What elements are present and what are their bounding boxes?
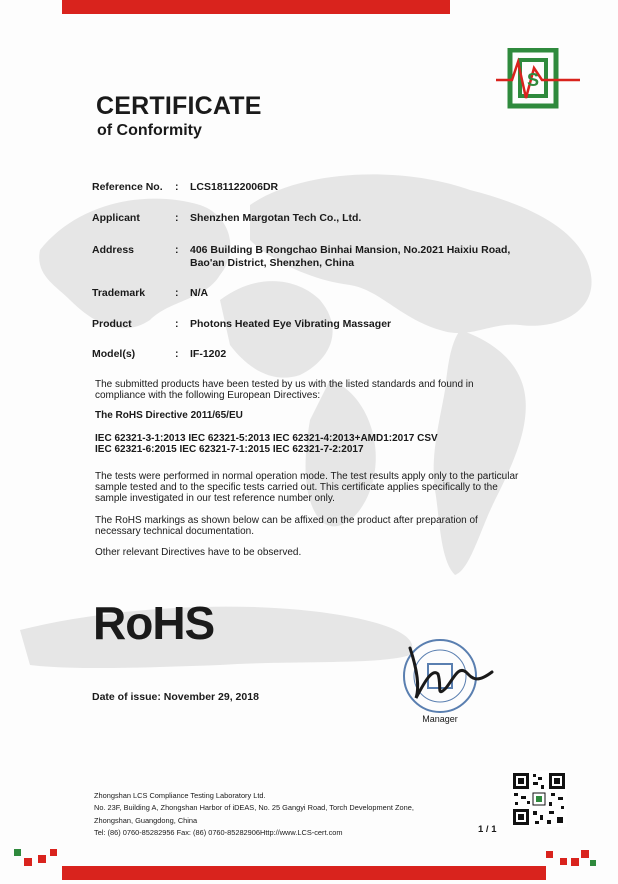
statement-line: compliance with the following European Directives: [95, 390, 321, 401]
field-colon: : [175, 244, 179, 256]
field-value: LCS181122006DR [190, 181, 279, 193]
corner-square-red [560, 858, 567, 865]
field-label: Reference No. [92, 181, 163, 193]
lab-line: Zhongshan, Guangdong, China [94, 815, 198, 825]
page-number: 1 / 1 [478, 824, 497, 835]
markings-line: The RoHS markings as shown below can be affixed on the product after preparation of [95, 515, 478, 526]
field-label: Product [92, 318, 132, 330]
field-value-line2: Bao'an District, Shenzhen, China [190, 257, 355, 269]
approval-stamp [380, 628, 500, 724]
lab-line: No. 23F, Building A, Zhongshan Harbor of iDEAS, No. 25 Gangyi Road, Torch Development Zone, [94, 803, 414, 813]
field-value: Shenzhen Margotan Tech Co., Ltd. [190, 212, 362, 224]
statement-paragraph [95, 379, 555, 401]
corner-square-red [571, 858, 579, 866]
date-of-issue: Date of issue: November 29, 2018 [92, 691, 259, 703]
other-directives-note: Other relevant Directives have to be observed. [95, 547, 302, 558]
markings-paragraph [95, 515, 555, 537]
statement-line: The submitted products have been tested by us with the listed standards and found in [95, 379, 474, 390]
field-colon: : [175, 318, 179, 330]
directive-heading: The RoHS Directive 2011/65/EU [95, 410, 243, 421]
corner-square-green [14, 849, 21, 856]
lab-line: Tel: (86) 0760-85282956 Fax: (86) 0760-85282906Http://www.LCS-cert.com [94, 828, 343, 838]
field-value: IF-1202 [190, 348, 227, 360]
corner-square-red [24, 858, 32, 866]
standards-line: IEC 62321-6:2015 IEC 62321-7-1:2015 IEC 62321-7-2:2017 [95, 444, 364, 455]
standards-list [95, 433, 555, 455]
field-label: Address [92, 244, 135, 256]
corner-square-red [581, 850, 589, 858]
tests-line: sample investigated in our test reference number only. [95, 493, 335, 504]
field-label: Applicant [92, 212, 140, 224]
field-value: 406 Building B Rongchao Binhai Mansion, No.2021 Haixiu Road, [190, 244, 511, 256]
field-value: N/A [190, 287, 209, 299]
bottom-red-bar [62, 866, 546, 880]
svg-text:S: S [526, 70, 540, 90]
lab-line: Zhongshan LCS Compliance Testing Laboratory Ltd. [94, 791, 266, 800]
corner-square-red [546, 851, 553, 858]
rohs-mark: RoHS [93, 597, 215, 649]
markings-line: necessary technical documentation. [95, 526, 254, 537]
field-colon: : [175, 287, 179, 299]
standards-line: IEC 62321-3-1:2013 IEC 62321-5:2013 IEC 62321-4:2013+AMD1:2017 CSV [95, 433, 438, 444]
tests-line: sample tested and to the specific tests carried out. This certificate applies specifically to the [95, 482, 498, 493]
top-red-bar [62, 0, 450, 14]
field-colon: : [175, 348, 179, 360]
corner-square-red [38, 855, 46, 863]
field-colon: : [175, 212, 179, 224]
signature-title: Manager [422, 714, 458, 724]
lab-address-block [94, 790, 414, 840]
field-label: Model(s) [92, 348, 136, 360]
certificate-title: CERTIFICATE [96, 92, 262, 120]
corner-square-red [50, 849, 57, 856]
tests-paragraph [95, 471, 555, 504]
field-value: Photons Heated Eye Vibrating Massager [190, 318, 392, 330]
certificate-subtitle: of Conformity [97, 122, 202, 139]
tests-line: The tests were performed in normal operation mode. The test results apply only to the particular [95, 471, 519, 482]
qr-code [511, 771, 567, 827]
field-label: Trademark [92, 287, 146, 299]
field-colon: : [175, 181, 179, 193]
corner-square-green [590, 860, 596, 866]
lcs-logo [496, 48, 580, 110]
